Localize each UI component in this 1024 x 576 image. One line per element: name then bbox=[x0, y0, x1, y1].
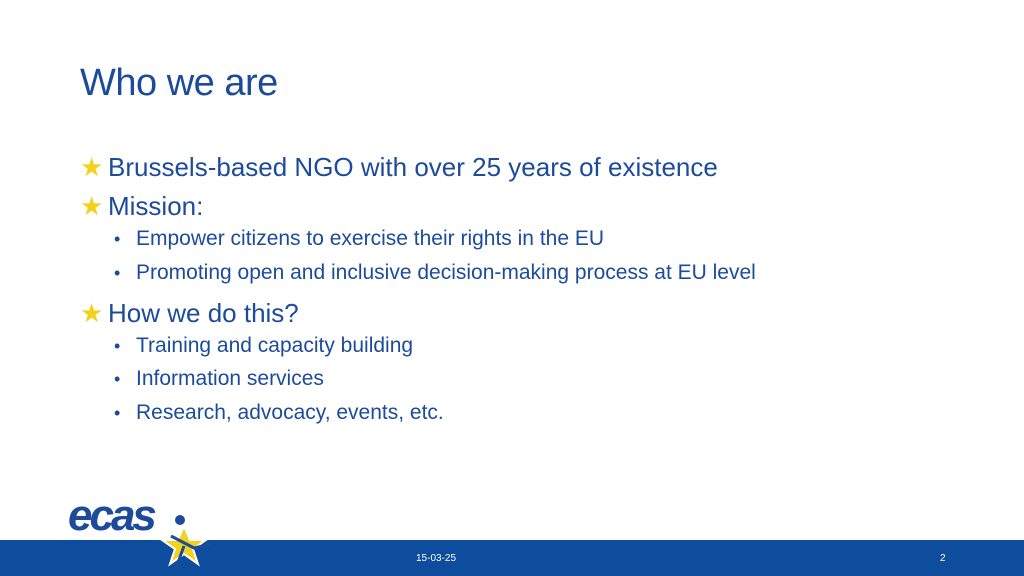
bullet-list bbox=[80, 152, 980, 430]
sub-bullet-text: Promoting open and inclusive decision-making process at EU level bbox=[136, 260, 756, 284]
sub-bullet-item bbox=[114, 256, 980, 290]
star-person-icon bbox=[162, 515, 212, 568]
star-bullet-icon: ★ bbox=[80, 152, 104, 182]
bullet-item bbox=[80, 298, 980, 329]
dot-bullet-icon: • bbox=[114, 229, 121, 250]
sub-bullet-text: Empower citizens to exercise their rights in the EU bbox=[136, 227, 605, 251]
dot-bullet-icon: • bbox=[114, 369, 121, 390]
dot-bullet-icon: • bbox=[114, 335, 121, 356]
sub-bullet-text: Information services bbox=[136, 367, 324, 391]
sub-bullet-item bbox=[114, 396, 980, 430]
sub-bullet-text: Training and capacity building bbox=[136, 333, 414, 357]
star-bullet-icon: ★ bbox=[80, 297, 104, 328]
slide-title: Who we are bbox=[80, 62, 278, 104]
logo-text: ecas bbox=[68, 496, 154, 540]
star-bullet-icon: ★ bbox=[80, 191, 104, 222]
ecas-logo bbox=[66, 496, 216, 576]
sub-bullet-item bbox=[114, 222, 980, 256]
sub-bullet-item bbox=[114, 329, 980, 363]
bullet-item bbox=[80, 152, 980, 183]
bullet-text: Brussels-based NGO with over 25 years of existence bbox=[108, 152, 718, 182]
footer-date: 15-03-25 bbox=[416, 553, 457, 564]
sub-bullet-text: Research, advocacy, events, etc. bbox=[136, 400, 444, 424]
dot-bullet-icon: • bbox=[114, 262, 121, 283]
bullet-item bbox=[80, 191, 980, 222]
bullet-text: How we do this? bbox=[108, 297, 299, 328]
dot-bullet-icon: • bbox=[114, 402, 121, 423]
page-number: 2 bbox=[940, 553, 946, 564]
bullet-text: Mission: bbox=[108, 191, 204, 222]
sub-bullet-item bbox=[114, 362, 980, 396]
